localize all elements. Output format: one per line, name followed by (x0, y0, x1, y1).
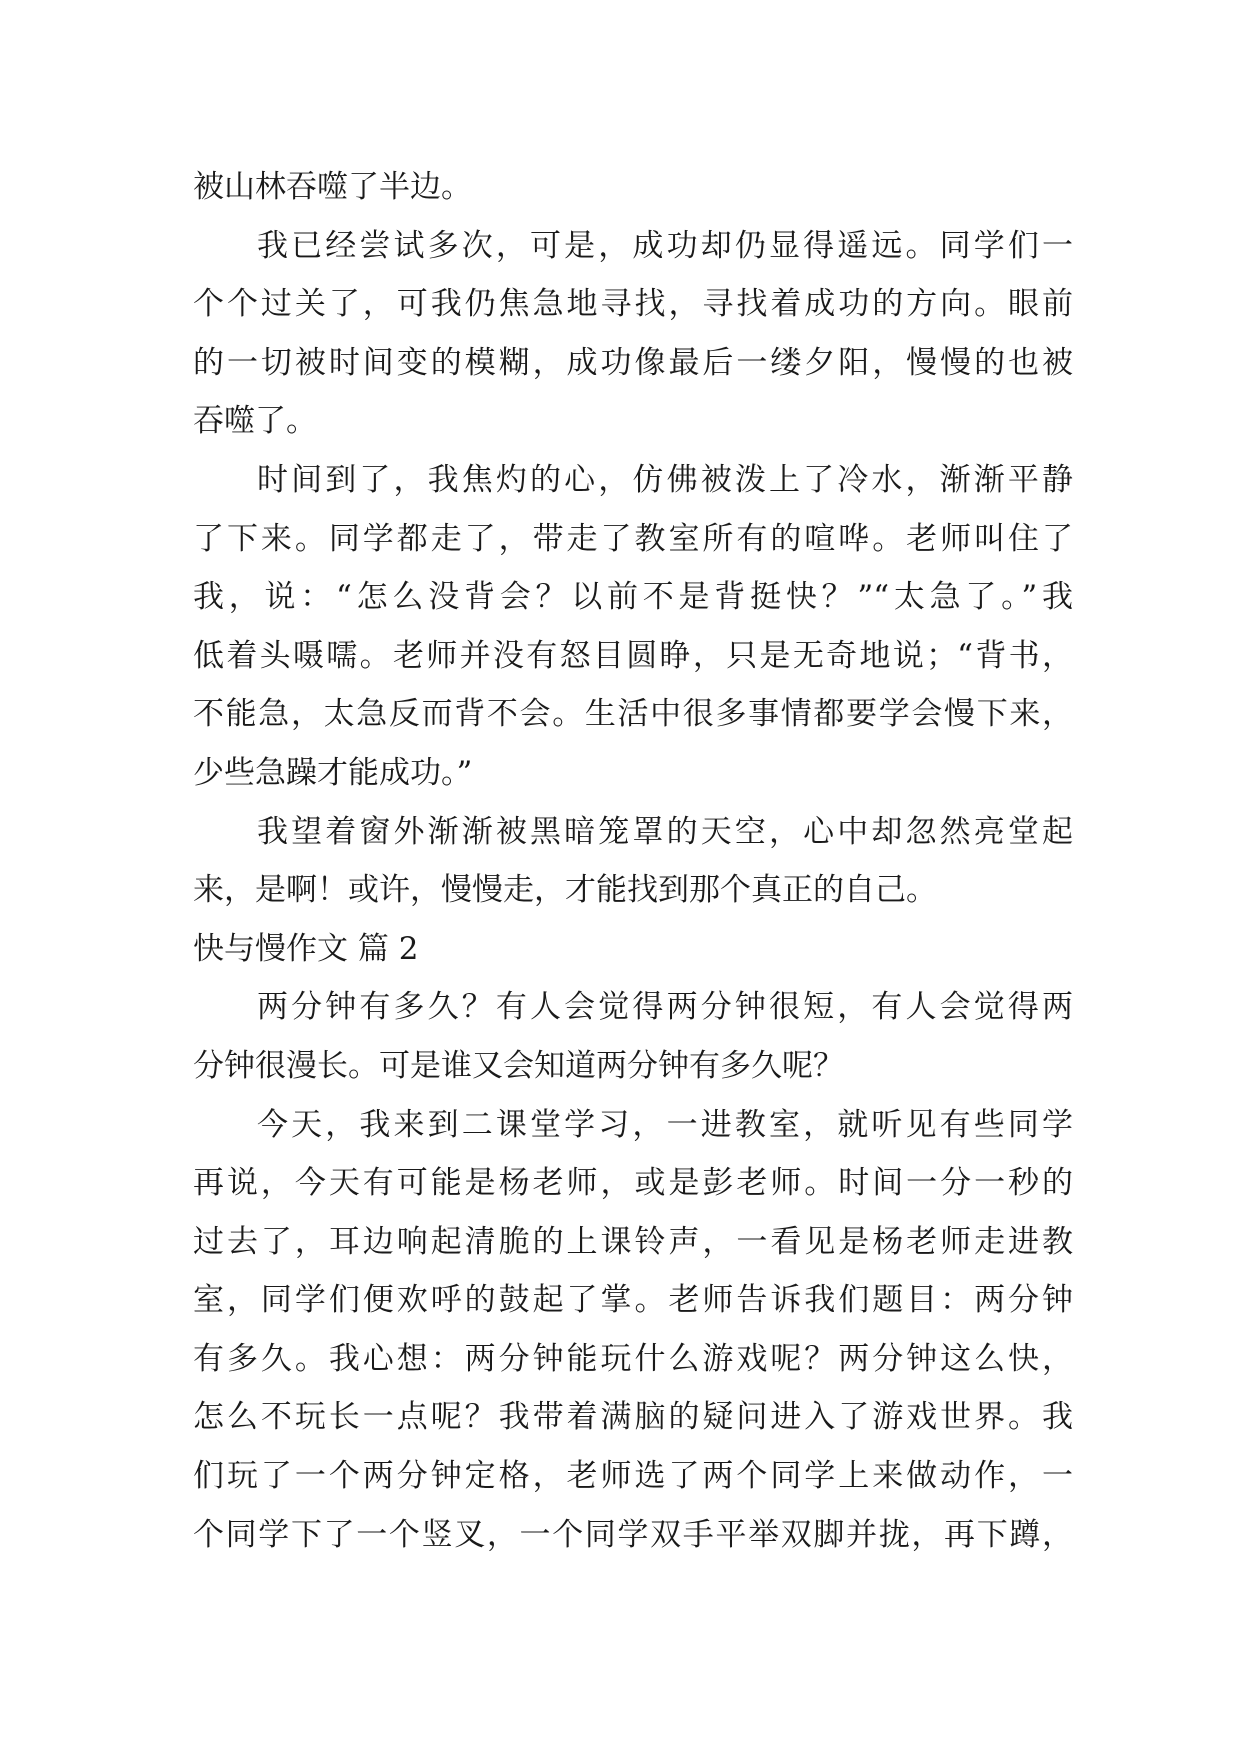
text-line: 时间到了，我焦灼的心，仿佛被泼上了冷水，渐渐平静 (257, 461, 1073, 498)
text-line: 们玩了一个两分钟定格，老师选了两个同学上来做动作，一 (193, 1458, 1073, 1495)
text-line: 个个过关了，可我仍焦急地寻找，寻找着成功的方向。眼前 (193, 286, 1073, 323)
text-line: 不能急，太急反而背不会。生活中很多事情都要学会慢下来， (193, 696, 1073, 733)
text-line: 今天，我来到二课堂学习，一进教室，就听见有些同学 (257, 1106, 1073, 1143)
text-line: 有多久。我心想：两分钟能玩什么游戏呢？两分钟这么快， (193, 1340, 1073, 1377)
text-line: 两分钟有多久？有人会觉得两分钟很短，有人会觉得两 (257, 989, 1073, 1026)
text-line: 我已经尝试多次，可是，成功却仍显得遥远。同学们一 (257, 227, 1073, 264)
text-line: 我，说：“怎么没背会？以前不是背挺快？”“太急了。”我 (193, 579, 1073, 616)
essay-text (193, 158, 1073, 1564)
text-line: 个同学下了一个竖叉，一个同学双手平举双脚并拢，再下蹲， (193, 1516, 1073, 1553)
text-line: 吞噬了。 (193, 403, 317, 440)
text-line: 的一切被时间变的模糊，成功像最后一缕夕阳，慢慢的也被 (193, 344, 1073, 381)
text-line: 我望着窗外渐渐被黑暗笼罩的天空，心中却忽然亮堂起 (257, 813, 1073, 850)
text-line: 室，同学们便欢呼的鼓起了掌。老师告诉我们题目：两分钟 (193, 1282, 1073, 1319)
text-line: 来，是啊！或许，慢慢走，才能找到那个真正的自己。 (193, 872, 937, 909)
text-line: 过去了，耳边响起清脆的上课铃声，一看见是杨老师走进教 (193, 1223, 1073, 1260)
text-line: 再说，今天有可能是杨老师，或是彭老师。时间一分一秒的 (193, 1165, 1073, 1202)
text-line: 怎么不玩长一点呢？我带着满脑的疑问进入了游戏世界。我 (193, 1399, 1073, 1436)
text-line: 了下来。同学都走了，带走了教室所有的喧哗。老师叫住了 (193, 520, 1073, 557)
text-line: 分钟很漫长。可是谁又会知道两分钟有多久呢？ (193, 1047, 844, 1084)
text-line: 被山林吞噬了半边。 (193, 169, 472, 205)
text-line: 快与慢作文 篇 2 (193, 930, 419, 967)
text-line: 低着头嗫嚅。老师并没有怒目圆睁，只是无奇地说；“背书， (193, 637, 1073, 674)
text-line: 少些急躁才能成功。” (193, 754, 473, 791)
